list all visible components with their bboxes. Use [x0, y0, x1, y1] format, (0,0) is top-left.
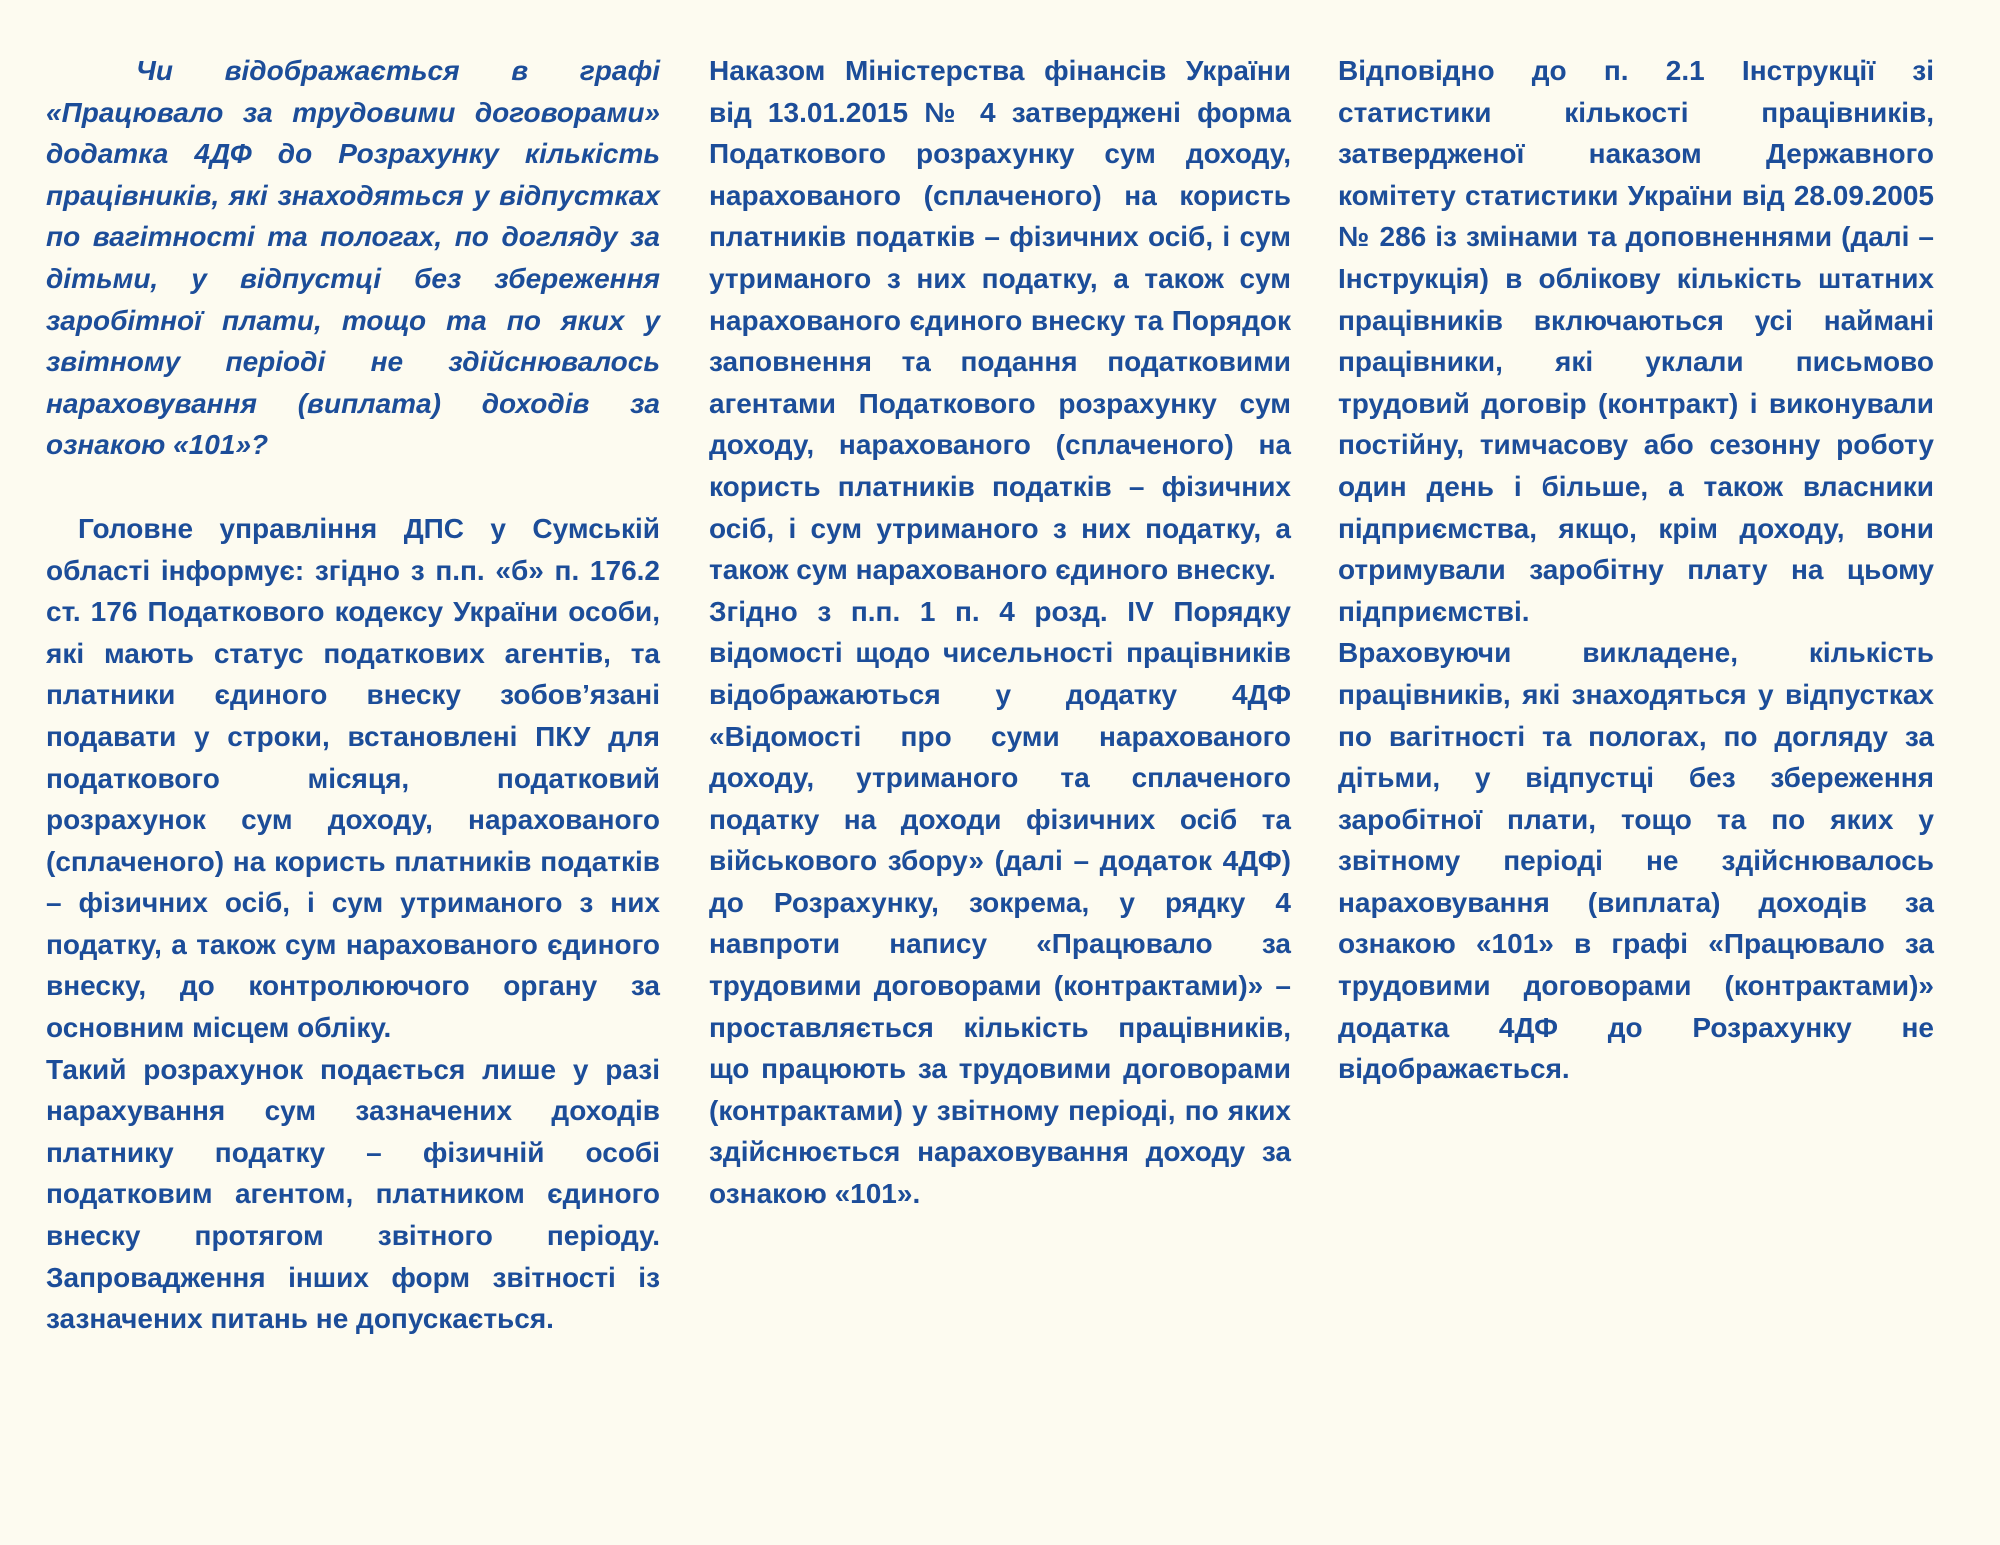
column-left — [46, 50, 660, 1340]
column-right — [1338, 50, 1934, 1090]
spacer — [46, 466, 660, 508]
paragraph-calculation-submission: Такий розрахунок подається лише у разі нарахування сум зазначених доходів платнику податку – фізичній особі податковим агентом, платником єдиного внеску протягом звітного періоду. Запровадження інших форм звітності із зазначених питань не допускається. — [46, 1053, 660, 1335]
paragraph-procedure-4df: Згідно з п.п. 1 п. 4 розд. IV Порядку відомості щодо чисельності працівників відображаються у додатку 4ДФ «Відомості про суми нарахованого доходу, утриманого та сплаченого податку на доходи фізичних осіб та військового збору» (далі – додаток 4ДФ) до Розрахунку, зокрема, у рядку 4 навпроти напису «Працювало за трудовими договорами (контрактами)» – проставляється кількість працівників, що працюють за трудовими договорами (контрактами) у звітному періоді, по яких здійснюється нараховування доходу за ознакою «101». — [709, 595, 1291, 1210]
paragraph-conclusion: Враховуючи викладене, кількість працівників, які знаходяться у відпустках по вагітності та пологах, по догляду за дітьми, у відпустці без збереження заробітної плати, тощо та по яких у звітному періоді не здійснювалось нараховування (виплата) доходів за ознакою «101» в графі «Працювало за трудовими договорами (контрактами)» додатка 4ДФ до Розрахунку не відображається. — [1338, 637, 1934, 1085]
paragraph-dps-info: Головне управління ДПС у Сумській області інформує: згідно з п.п. «б» п. 176.2 ст. 176 Податкового кодексу України особи, які мають статус податкових агентів, та платники єдиного внеску зобов’язані подавати у строки, встановлені ПКУ для податкового місяця, податковий розрахунок сум доходу, нарахованого (сплаченого) на користь платників податків – фізичних осіб, і сум утриманого з них податку, а також сум нарахованого єдиного внеску, до контролюючого органу за основним місцем обліку. — [46, 512, 660, 1044]
paragraph-ministry-order: Наказом Міністерства фінансів України від 13.01.2015 № 4 затверджені форма Податкового розрахунку сум доходу, нарахованого (сплаченого) на користь платників податків – фізичних осіб, і сум утриманого з них податку, а також сум нарахованого єдиного внеску та Порядок заповнення та подання податковими агентами Податкового розрахунку сум доходу, нарахованого (сплаченого) на користь платників податків – фізичних осіб, і сум утриманого з них податку, а також сум нарахованого єдиного внеску. — [709, 55, 1291, 586]
paragraph-statistics-instruction: Відповідно до п. 2.1 Інструкції зі статистики кількості працівників, затвердженої наказом Державного комітету статистики України від 28.09.2005 № 286 із змінами та доповненнями (далі – Інструкція) в облікову кількість штатних працівників включаються усі наймані працівники, які уклали письмово трудовий договір (контракт) і виконували постійну, тимчасову або сезонну роботу один день і більше, а також власники підприємства, якщо, крім доходу, вони отримували заробітну плату на цьому підприємстві. — [1338, 55, 1934, 627]
question-heading: Чи відображається в графі «Працювало за трудовими договорами» додатка 4ДФ до Розрахунку кількість працівників, які знаходяться у відпустках по вагітності та пологах, по догляду за дітьми, у відпустці без збереження заробітної плати, тощо та по яких у звітному періоді не здійснювалось нараховування (виплата) доходів за ознакою «101»? — [46, 55, 660, 461]
column-middle — [709, 50, 1291, 1215]
